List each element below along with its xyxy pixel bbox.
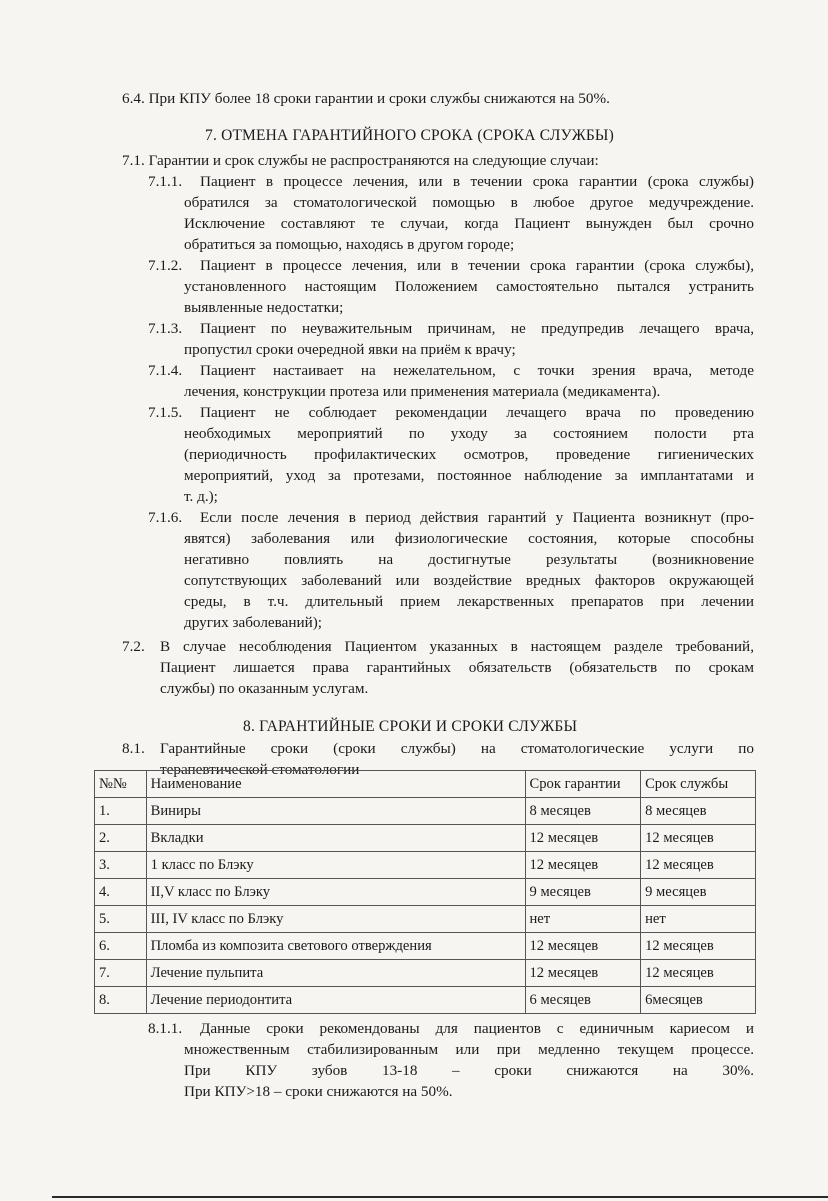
clause-7-2-line: Пациент лишается права гарантийных обязательств (обязательств по срокам <box>160 659 754 676</box>
clause-8-1-line: терапевтической стоматологии <box>160 761 360 778</box>
table-row <box>95 825 756 852</box>
clause-8-1-1-line: множественным стабилизированным или при медленно текущем процессе. <box>184 1041 754 1058</box>
cell-warranty: 6 месяцев <box>525 987 641 1014</box>
clause-7-2-line: В случае несоблюдения Пациентом указанных в настоящем разделе требований, <box>160 638 754 655</box>
clause-7-1-1-number: 7.1.1. <box>148 173 183 190</box>
clause-7-1-6-number: 7.1.6. <box>148 509 183 526</box>
cell-warranty: 12 месяцев <box>525 933 641 960</box>
cell-name: Вкладки <box>146 825 525 852</box>
cell-number: 1. <box>95 798 147 825</box>
cell-warranty: 12 месяцев <box>525 960 641 987</box>
clause-7-1-2-line: установленного настоящим Положением самостоятельно пытался устранить <box>184 278 754 295</box>
clause-7-1-2-line: выявленные недостатки; <box>184 299 344 316</box>
cell-service-life: 8 месяцев <box>641 798 756 825</box>
clause-7-1-3-line: Пациент по неуважительным причинам, не предупредив лечащего врача, <box>200 320 754 337</box>
cell-number: 4. <box>95 879 147 906</box>
cell-service-life: 12 месяцев <box>641 960 756 987</box>
clause-7-1-1-line: обратиться за помощью, находясь в другом городе; <box>184 236 515 253</box>
clause-8-1-1-number: 8.1.1. <box>148 1020 183 1037</box>
section-8-heading: 8. ГАРАНТИЙНЫЕ СРОКИ И СРОКИ СЛУЖБЫ <box>243 718 578 735</box>
clause-7-2-number: 7.2. <box>122 638 145 655</box>
clause-7-1-6-line: Если после лечения в период действия гарантий у Пациента возникнут (про- <box>200 509 754 526</box>
clause-7-1-2-line: Пациент в процессе лечения, или в течении срока гарантии (срока службы), <box>200 257 754 274</box>
cell-number: 6. <box>95 933 147 960</box>
table-row <box>95 960 756 987</box>
table-row <box>95 852 756 879</box>
table-row <box>95 933 756 960</box>
cell-service-life: 12 месяцев <box>641 933 756 960</box>
cell-number: 2. <box>95 825 147 852</box>
clause-6-4: 6.4. При КПУ более 18 сроки гарантии и сроки службы снижаются на 50%. <box>122 90 610 107</box>
clause-7-1-6-line: негативно повлиять на достигнутые результаты (возникновение <box>184 551 754 568</box>
cell-name: Виниры <box>146 798 525 825</box>
cell-service-life: 12 месяцев <box>641 825 756 852</box>
cell-number: 7. <box>95 960 147 987</box>
clause-7-1-4-line: Пациент настаивает на нежелательном, с точки зрения врача, методе <box>200 362 754 379</box>
clause-7-1: 7.1. Гарантии и срок службы не распространяются на следующие случаи: <box>122 152 599 169</box>
cell-name: II,V класс по Блэку <box>146 879 525 906</box>
clause-8-1-1-line: При КПУ>18 – сроки снижаются на 50%. <box>184 1083 453 1100</box>
warranty-table <box>94 770 756 1014</box>
cell-warranty: 12 месяцев <box>525 825 641 852</box>
clause-7-1-3-number: 7.1.3. <box>148 320 183 337</box>
clause-7-1-6-line: явятся) заболевания или физиологические состояния, которые способны <box>184 530 754 547</box>
header-cell-service-life: Срок службы <box>641 771 756 798</box>
cell-service-life: нет <box>641 906 756 933</box>
clause-7-1-5-line: мероприятий, уход за протезами, постоянное наблюдение за имплантатами и <box>184 467 754 484</box>
clause-8-1-line: Гарантийные сроки (сроки службы) на стоматологические услуги по <box>160 740 754 757</box>
cell-name: 1 класс по Блэку <box>146 852 525 879</box>
cell-name: III, IV класс по Блэку <box>146 906 525 933</box>
header-cell-name: Наименование <box>146 771 525 798</box>
table-header-row <box>95 771 756 798</box>
clause-7-1-5-line: необходимых мероприятий по уходу за состоянием полости рта <box>184 425 754 442</box>
clause-7-1-5-line: Пациент не соблюдает рекомендации лечащего врача по проведению <box>200 404 754 421</box>
clause-8-1-1-line: Данные сроки рекомендованы для пациентов с единичным кариесом и <box>200 1020 754 1037</box>
clause-7-1-1-line: Пациент в процессе лечения, или в течении срока гарантии (срока службы) <box>200 173 754 190</box>
clause-7-1-4-number: 7.1.4. <box>148 362 183 379</box>
cell-number: 8. <box>95 987 147 1014</box>
cell-warranty: 12 месяцев <box>525 852 641 879</box>
clause-7-1-6-line: среды, в т.ч. длительный прием лекарственных препаратов при лечении <box>184 593 754 610</box>
clause-8-1-number: 8.1. <box>122 740 145 757</box>
cell-number: 5. <box>95 906 147 933</box>
bottom-border <box>52 1196 828 1198</box>
clause-7-1-6-line: других заболеваний); <box>184 614 323 631</box>
cell-warranty: 9 месяцев <box>525 879 641 906</box>
table-row <box>95 906 756 933</box>
cell-warranty: нет <box>525 906 641 933</box>
clause-7-1-3-line: пропустил сроки очередной явки на приём к врачу; <box>184 341 516 358</box>
clause-7-1-1-line: Исключение составляют те случаи, когда Пациент вынужден был срочно <box>184 215 754 232</box>
clause-7-1-5-line: (периодичность профилактических осмотров, проведение гигиенических <box>184 446 754 463</box>
clause-8-1-1-line: При КПУ зубов 13-18 – сроки снижаются на 30%. <box>184 1062 754 1079</box>
cell-name: Лечение периодонтита <box>146 987 525 1014</box>
cell-number: 3. <box>95 852 147 879</box>
clause-7-1-1-line: обратился за стоматологической помощью в любое другое медучреждение. <box>184 194 754 211</box>
clause-7-2-line: службы) по оказанным услугам. <box>160 680 369 697</box>
cell-name: Лечение пульпита <box>146 960 525 987</box>
clause-7-1-4-line: лечения, конструкции протеза или применения материала (медикамента). <box>184 383 661 400</box>
header-cell-number: №№ <box>95 771 147 798</box>
table-row <box>95 798 756 825</box>
table-row <box>95 987 756 1014</box>
clause-7-1-6-line: сопутствующих заболеваний или воздействие вредных факторов окружающей <box>184 572 754 589</box>
table-row <box>95 879 756 906</box>
cell-service-life: 9 месяцев <box>641 879 756 906</box>
cell-warranty: 8 месяцев <box>525 798 641 825</box>
cell-name: Пломба из композита светового отверждения <box>146 933 525 960</box>
cell-service-life: 6месяцев <box>641 987 756 1014</box>
clause-7-1-5-number: 7.1.5. <box>148 404 183 421</box>
cell-service-life: 12 месяцев <box>641 852 756 879</box>
section-7-heading: 7. ОТМЕНА ГАРАНТИЙНОГО СРОКА (СРОКА СЛУЖБЫ) <box>205 127 615 144</box>
clause-7-1-2-number: 7.1.2. <box>148 257 183 274</box>
header-cell-warranty: Срок гарантии <box>525 771 641 798</box>
clause-7-1-5-line: т. д.); <box>184 488 218 505</box>
